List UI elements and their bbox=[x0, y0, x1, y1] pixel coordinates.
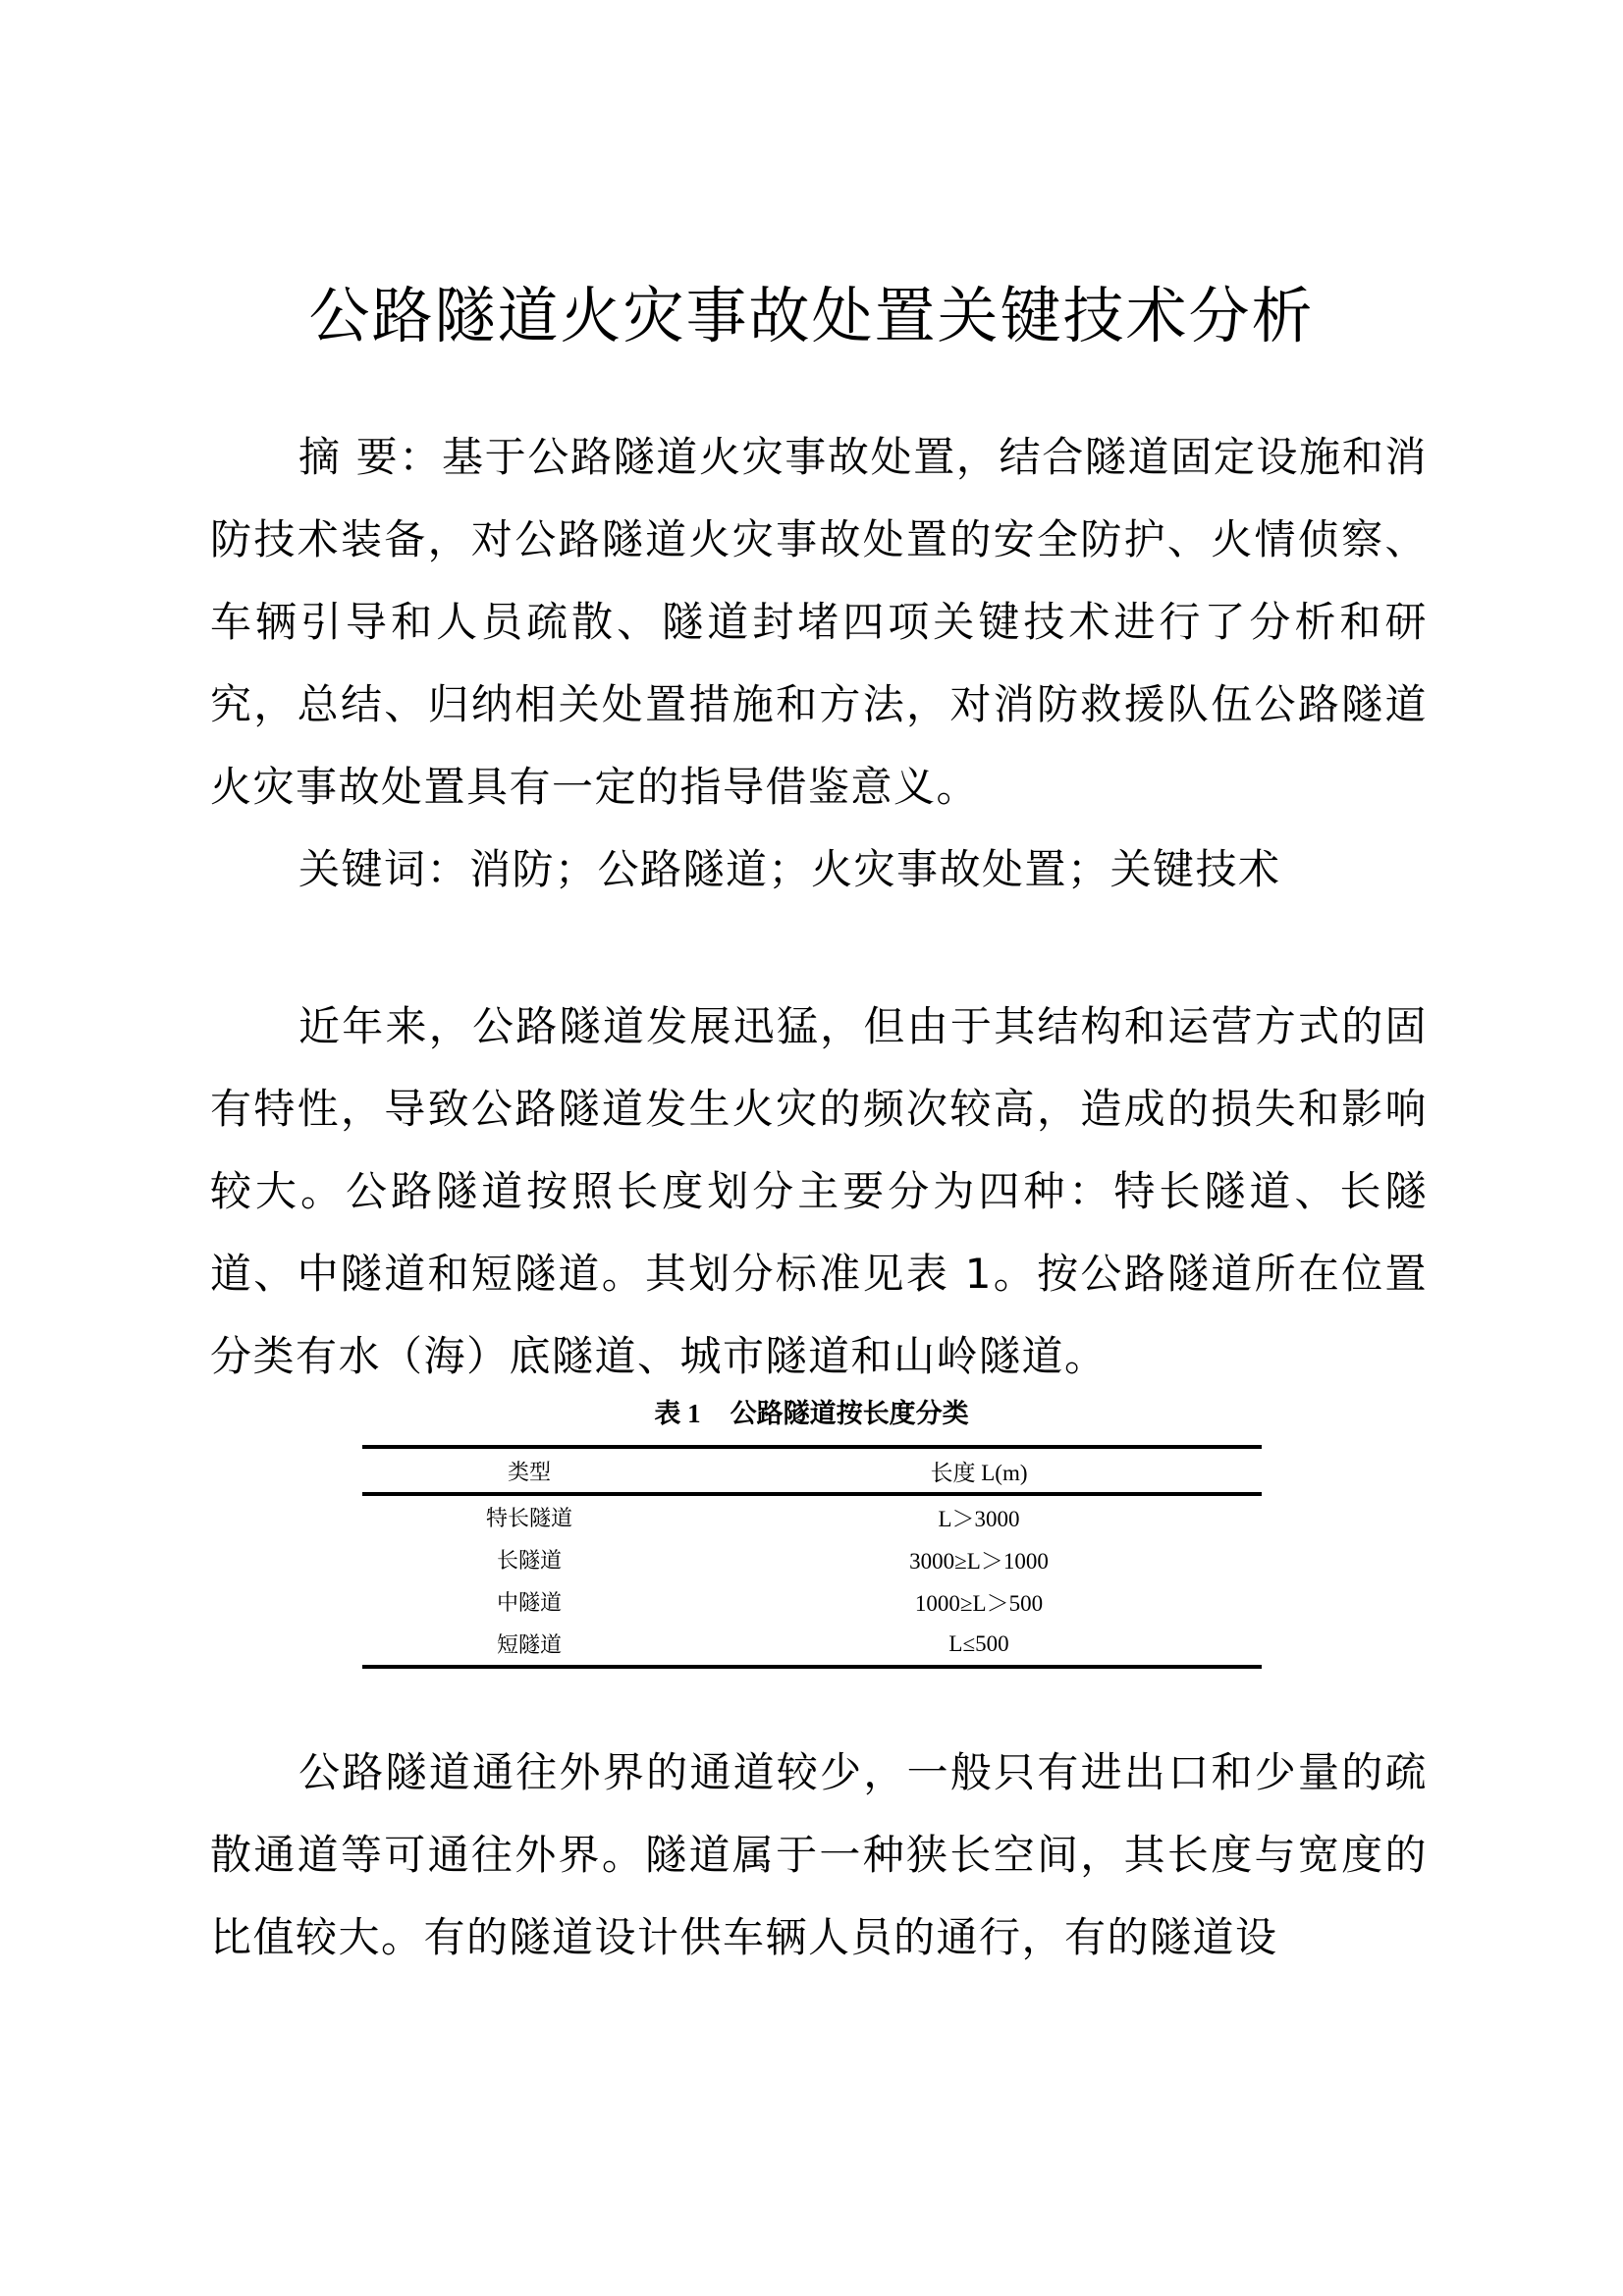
table-caption-title: 公路隧道按长度分类 bbox=[730, 1399, 969, 1428]
cell-length: L＞3000 bbox=[938, 1507, 1020, 1531]
body-paragraph-2: 公路隧道通往外界的通道较少，一般只有进出口和少量的疏散通道等可通往外界。隧道属于一种狭长空间，其长度与宽度的比值较大。有的隧道设计供车辆人员的通行，有的隧道设 bbox=[210, 1748, 1428, 1961]
cell-type: 短隧道 bbox=[362, 1623, 696, 1667]
table-caption bbox=[0, 1394, 1623, 1433]
table-caption-number: 表 1 bbox=[654, 1399, 701, 1428]
cell-length: L≤500 bbox=[696, 1623, 1262, 1667]
keywords-line: 关键词：消防；公路隧道；火灾事故处置；关键技术 bbox=[298, 845, 1281, 893]
table-row bbox=[362, 1538, 1262, 1580]
body-paragraph-1: 近年来，公路隧道发展迅猛，但由于其结构和运营方式的固有特性，导致公路隧道发生火灾的频次较高，造成的损失和影响较大。公路隧道按照长度划分主要分为四种：特长隧道、长隧道、中隧道和短隧道。其划分标准见表 1。按公路隧道所在位置分类有水（海）底隧道、城市隧道和山岭隧道。 bbox=[210, 1002, 1428, 1380]
table-row bbox=[362, 1494, 1262, 1538]
cell-length: 3000≥L＞1000 bbox=[909, 1549, 1049, 1574]
header-type: 类型 bbox=[362, 1447, 696, 1494]
abstract-paragraph: 摘 要：基于公路隧道火灾事故处置，结合隧道固定设施和消防技术装备，对公路隧道火灾事故处置的安全防护、火情侦察、车辆引导和人员疏散、隧道封堵四项关键技术进行了分析和研究，总结、归纳相关处置措施和方法，对消防救援队伍公路隧道火灾事故处置具有一定的指导借鉴意义。 bbox=[210, 433, 1428, 811]
cell-type: 中隧道 bbox=[496, 1591, 562, 1616]
cell-type: 长隧道 bbox=[496, 1549, 562, 1574]
cell-type: 特长隧道 bbox=[485, 1507, 572, 1531]
table-row bbox=[362, 1580, 1262, 1623]
document-title: 公路隧道火灾事故处置关键技术分析 bbox=[308, 279, 1315, 351]
cell-length: 1000≥L＞500 bbox=[914, 1591, 1044, 1616]
table-header-row bbox=[362, 1447, 1262, 1494]
header-length: 长度 L(m) bbox=[696, 1447, 1262, 1494]
table-row bbox=[362, 1623, 1262, 1667]
tunnel-length-table bbox=[362, 1445, 1262, 1669]
